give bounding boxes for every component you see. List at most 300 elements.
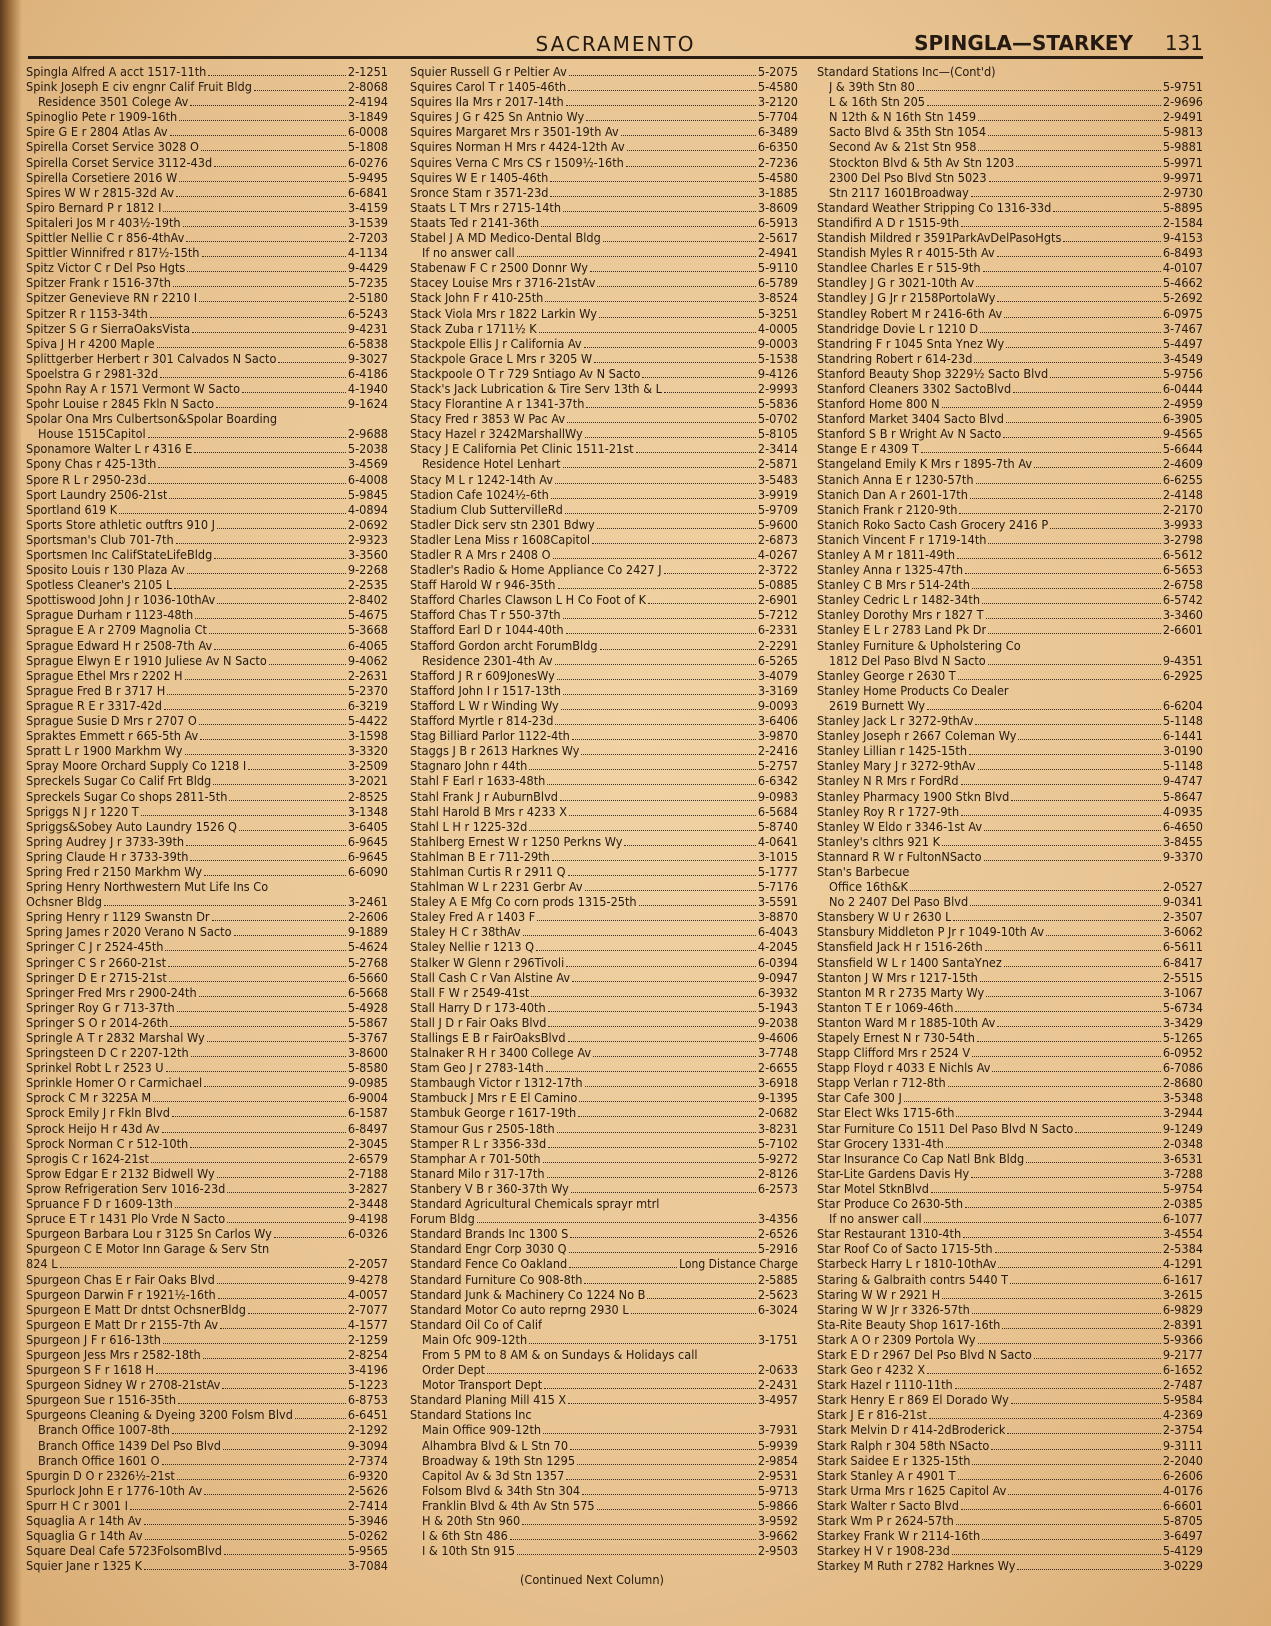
listing-entry bbox=[817, 1392, 1203, 1407]
leader-dots bbox=[1046, 935, 1161, 936]
listing-name: Folsom Blvd & 34th Stn 304 bbox=[422, 1482, 581, 1498]
listing-entry bbox=[410, 1060, 798, 1075]
listing-phone: 6-1587 bbox=[347, 1105, 388, 1121]
listing-name: Stahlman Curtis R r 2911 Q bbox=[410, 863, 566, 879]
listing-name: Stanich Roko Sacto Cash Grocery 2416 P bbox=[817, 516, 1049, 532]
listing-phone: 3-3320 bbox=[347, 743, 388, 759]
leader-dots bbox=[577, 1464, 756, 1465]
listing-phone: 9-9971 bbox=[1162, 169, 1203, 185]
listing-phone: 3-4196 bbox=[347, 1362, 388, 1378]
listing-name: Spruance F D r 1609-13th bbox=[26, 1196, 173, 1212]
leader-dots bbox=[545, 301, 756, 302]
leader-dots bbox=[563, 467, 756, 468]
leader-dots bbox=[517, 1554, 756, 1555]
leader-dots bbox=[1006, 347, 1161, 348]
leader-dots bbox=[586, 407, 755, 408]
listing-entry bbox=[26, 94, 388, 109]
listing-phone: 2-6655 bbox=[757, 1060, 798, 1076]
listing-entry bbox=[410, 773, 798, 788]
leader-dots bbox=[982, 603, 1161, 604]
listing-name: Star Motel StknBlvd bbox=[817, 1180, 929, 1196]
listing-name: Spirella Corsetiere 2016 W bbox=[26, 169, 178, 185]
listing-entry bbox=[26, 894, 388, 909]
listing-phone: 5-2916 bbox=[757, 1241, 798, 1257]
leader-dots bbox=[976, 483, 1161, 484]
leader-dots bbox=[582, 1494, 756, 1495]
listing-phone: 5-0262 bbox=[347, 1528, 388, 1544]
leader-dots bbox=[986, 618, 1161, 619]
listing-name: Spinoglio Pete r 1909-16th bbox=[26, 109, 178, 125]
listing-name: Stark Henry E r 869 El Dorado Wy bbox=[817, 1392, 1009, 1408]
leader-dots bbox=[970, 905, 1161, 906]
listing-name: Stanley Pharmacy 1900 Stkn Blvd bbox=[817, 788, 1010, 804]
listing-phone: 6-2606 bbox=[1162, 1467, 1203, 1483]
listing-entry bbox=[817, 1498, 1203, 1513]
listing-phone: 9-2177 bbox=[1162, 1346, 1203, 1362]
listing-phone: 5-9971 bbox=[1162, 154, 1203, 170]
listing-name: Stark Stanley A r 4901 T bbox=[817, 1467, 956, 1483]
listing-phone: 5-1148 bbox=[1162, 713, 1203, 729]
listing-entry bbox=[410, 1030, 798, 1045]
leader-dots bbox=[242, 392, 346, 393]
listing-phone: 4-1577 bbox=[347, 1316, 388, 1332]
leader-dots bbox=[593, 1056, 756, 1057]
listing-phone: 9-2038 bbox=[757, 1014, 798, 1030]
listing-entry bbox=[817, 109, 1203, 124]
listing-phone: 6-5742 bbox=[1162, 592, 1203, 608]
listing-phone: 5-1223 bbox=[347, 1377, 388, 1393]
listing-name: Stafford Chas T r 550-37th bbox=[410, 607, 561, 623]
leader-dots bbox=[1007, 1433, 1160, 1434]
listing-name: Starkey H V r 1908-23d bbox=[817, 1543, 950, 1559]
listing-phone: 5-6644 bbox=[1162, 441, 1203, 457]
leader-dots bbox=[487, 1373, 756, 1374]
listing-entry bbox=[817, 638, 1203, 653]
listing-phone: 9-4606 bbox=[757, 1030, 798, 1045]
leader-dots bbox=[1011, 1403, 1161, 1404]
listing-phone: 6-9645 bbox=[347, 848, 388, 864]
listing-name: Stanley Jack L r 3272-9thAv bbox=[817, 713, 974, 729]
leader-dots bbox=[224, 1554, 346, 1555]
leader-dots bbox=[956, 1116, 1160, 1117]
listing-entry bbox=[410, 970, 798, 985]
listing-phone: 6-4043 bbox=[757, 924, 798, 940]
leader-dots bbox=[223, 1449, 346, 1450]
listing-entry bbox=[26, 1136, 388, 1151]
book-spine-shadow bbox=[0, 0, 22, 1626]
listing-phone: 9-4126 bbox=[757, 365, 798, 381]
listing-entry bbox=[817, 170, 1203, 185]
listing-entry bbox=[817, 1317, 1203, 1332]
listing-name: Spreckels Sugar Co shops 2811-5th bbox=[26, 788, 228, 804]
listing-name: Stallings E B r FairOaksBlvd bbox=[410, 1030, 566, 1045]
listing-entry bbox=[410, 321, 798, 336]
listing-name: Springer S O r 2014-26th bbox=[26, 1014, 169, 1030]
listing-entry bbox=[26, 924, 388, 939]
listing-phone: 2-5384 bbox=[1162, 1241, 1203, 1257]
listing-entry bbox=[410, 849, 798, 864]
listing-phone: 2-7487 bbox=[1162, 1377, 1203, 1393]
listing-entry bbox=[410, 366, 798, 381]
listing-phone: 2-3754 bbox=[1162, 1422, 1203, 1438]
listing-entry bbox=[26, 1000, 388, 1015]
listing-name: Springer Roy G r 713-37th bbox=[26, 999, 175, 1015]
leader-dots bbox=[550, 181, 756, 182]
listing-entry bbox=[817, 155, 1203, 170]
listing-name: Branch Office 1601 O bbox=[38, 1452, 160, 1468]
leader-dots bbox=[186, 845, 346, 846]
listing-name: Star Produce Co 2630-5th bbox=[817, 1196, 964, 1212]
leader-dots bbox=[998, 1267, 1160, 1268]
listing-entry bbox=[26, 758, 388, 773]
listing-name: Motor Transport Dept bbox=[422, 1377, 543, 1393]
page-header bbox=[28, 30, 1203, 59]
continued-note: (Continued Next Column) bbox=[520, 1572, 664, 1587]
leader-dots bbox=[1013, 392, 1161, 393]
listing-phone: 3-4159 bbox=[347, 199, 388, 215]
listing-entry bbox=[26, 336, 388, 351]
listing-phone: 6-5913 bbox=[757, 214, 798, 230]
leader-dots bbox=[1010, 1283, 1161, 1284]
listing-name: Squier Jane r 1325 K bbox=[26, 1558, 143, 1574]
listing-name: H & 20th Stn 960 bbox=[422, 1513, 521, 1528]
listing-entry bbox=[817, 668, 1203, 683]
leader-dots bbox=[603, 241, 756, 242]
listing-name: Squires W E r 1405-46th bbox=[410, 169, 549, 185]
listing-entry bbox=[817, 789, 1203, 804]
listing-entry bbox=[410, 336, 798, 351]
listing-name: Stadler Dick serv stn 2301 Bdwy bbox=[410, 516, 595, 532]
listing-name: Stall Harry D r 173-40th bbox=[410, 999, 546, 1015]
leader-dots bbox=[989, 181, 1161, 182]
leader-dots bbox=[568, 875, 756, 876]
leader-dots bbox=[942, 407, 1161, 408]
listing-phone: 6-4008 bbox=[347, 471, 388, 487]
listing-name: Sportland 619 K bbox=[26, 501, 118, 517]
leader-dots bbox=[927, 1373, 1161, 1374]
listing-phone: 6-3905 bbox=[1162, 411, 1203, 427]
listing-name: Spring James r 2020 Verano N Sacto bbox=[26, 924, 232, 940]
listing-entry bbox=[817, 1528, 1203, 1543]
listing-phone: 6-0952 bbox=[1162, 1045, 1203, 1061]
leader-dots bbox=[175, 1207, 346, 1208]
leader-dots bbox=[179, 120, 346, 121]
leader-dots bbox=[566, 1479, 756, 1480]
listing-name: Staats Ted r 2141-36th bbox=[410, 214, 540, 230]
listing-entry bbox=[26, 1121, 388, 1136]
listing-name: Broadway & 19th Stn 1295 bbox=[422, 1452, 576, 1468]
listing-entry bbox=[410, 1483, 798, 1498]
listing-name: Squires Margaret Mrs r 3501-19th Av bbox=[410, 124, 619, 140]
listing-name: Spittler Nellie C r 856-4thAv bbox=[26, 230, 185, 246]
listing-phone: 2-0348 bbox=[1162, 1135, 1203, 1151]
listing-entry bbox=[817, 1105, 1203, 1120]
listing-entry bbox=[817, 1287, 1203, 1302]
listing-entry bbox=[817, 758, 1203, 773]
listing-entry bbox=[410, 517, 798, 532]
leader-dots bbox=[217, 1283, 346, 1284]
leader-dots bbox=[176, 543, 346, 544]
listing-entry bbox=[817, 321, 1203, 336]
listing-entry bbox=[817, 1347, 1203, 1362]
leader-dots bbox=[585, 437, 756, 438]
listing-entry bbox=[26, 1438, 388, 1453]
listing-phone: 6-8753 bbox=[347, 1392, 388, 1408]
listing-entry bbox=[26, 517, 388, 532]
listing-entry bbox=[26, 879, 388, 894]
leader-dots bbox=[590, 271, 756, 272]
listing-name: Stadler's Radio & Home Appliance Co 2427 J bbox=[410, 562, 662, 578]
listing-entry bbox=[817, 94, 1203, 109]
listing-entry bbox=[817, 1090, 1203, 1105]
listing-phone: 2-7414 bbox=[347, 1497, 388, 1513]
listing-entry bbox=[817, 622, 1203, 637]
listing-entry bbox=[817, 1362, 1203, 1377]
listing-phone: 5-1777 bbox=[757, 863, 798, 879]
listing-name: Spiro Bernard P r 1812 I bbox=[26, 199, 162, 215]
leader-dots bbox=[552, 860, 756, 861]
leader-dots bbox=[572, 981, 756, 982]
listing-name: Staring & Galbraith contrs 5440 T bbox=[817, 1271, 1009, 1287]
listing-name: Staats L T Mrs r 2715-14th bbox=[410, 199, 562, 215]
leader-dots bbox=[172, 1433, 346, 1434]
listing-phone: 9-4231 bbox=[347, 320, 388, 336]
listing-phone: 2-8391 bbox=[1162, 1316, 1203, 1332]
listing-phone: 6-8493 bbox=[1162, 245, 1203, 261]
listing-entry bbox=[410, 577, 798, 592]
listing-phone: 6-0008 bbox=[347, 124, 388, 140]
listing-entry bbox=[817, 1060, 1203, 1075]
listing-entry bbox=[817, 1453, 1203, 1468]
listing-entry bbox=[817, 306, 1203, 321]
listing-phone: 6-5653 bbox=[1162, 562, 1203, 578]
leader-dots bbox=[982, 1539, 1161, 1540]
leader-dots bbox=[1034, 467, 1161, 468]
listing-name: Sprague Durham r 1123-48th bbox=[26, 607, 194, 623]
leader-dots bbox=[647, 1298, 755, 1299]
listing-entry bbox=[817, 1468, 1203, 1483]
listing-name: Stamphar A r 701-50th bbox=[410, 1150, 541, 1166]
listing-phone: 6-5660 bbox=[347, 969, 388, 985]
listing-name: Spony Chas r 425-13th bbox=[26, 456, 157, 472]
listing-phone: 2-0633 bbox=[757, 1362, 798, 1378]
leader-dots bbox=[536, 950, 756, 951]
listing-entry bbox=[26, 1181, 388, 1196]
leader-dots bbox=[584, 1283, 755, 1284]
listing-phone: 6-0326 bbox=[347, 1226, 388, 1242]
leader-dots bbox=[631, 1313, 756, 1314]
listing-phone: 5-2075 bbox=[757, 64, 798, 79]
listing-entry bbox=[817, 245, 1203, 260]
listing-phone: 9-0983 bbox=[757, 788, 798, 804]
listing-name: Standard Brands Inc 1300 S bbox=[410, 1226, 569, 1242]
leader-dots bbox=[995, 1252, 1161, 1253]
leader-dots bbox=[958, 679, 1161, 680]
leader-dots bbox=[1006, 422, 1161, 423]
listing-entry bbox=[817, 64, 1203, 79]
listing-phone: 5-9110 bbox=[757, 260, 798, 276]
leader-dots bbox=[194, 452, 346, 453]
listing-name: Spriggs N J r 1220 T bbox=[26, 803, 139, 819]
listing-name: Stalnaker R H r 3400 College Av bbox=[410, 1045, 592, 1061]
listing-name: Stackpole Ellis J r California Av bbox=[410, 335, 582, 351]
listing-entry bbox=[817, 1332, 1203, 1347]
listing-phone: 3-2798 bbox=[1162, 531, 1203, 547]
listing-phone: 4-0935 bbox=[1162, 803, 1203, 819]
listing-entry bbox=[410, 713, 798, 728]
listing-entry bbox=[817, 970, 1203, 985]
listing-phone: 9-0093 bbox=[757, 697, 798, 713]
listing-phone: 3-8524 bbox=[757, 290, 798, 306]
listing-phone: 2-4959 bbox=[1162, 396, 1203, 412]
listing-name: Stanley Lillian r 1425-15th bbox=[817, 743, 968, 759]
listing-name: Stacy Florantine A r 1341-37th bbox=[410, 396, 585, 412]
listing-entry bbox=[26, 290, 388, 305]
leader-dots bbox=[216, 407, 346, 408]
listing-entry bbox=[26, 970, 388, 985]
listing-phone: 4-1940 bbox=[347, 380, 388, 396]
listing-entry bbox=[410, 185, 798, 200]
listing-entry bbox=[26, 804, 388, 819]
leader-dots bbox=[130, 1509, 346, 1510]
leader-dots bbox=[942, 845, 1161, 846]
leader-dots bbox=[565, 513, 756, 514]
leader-dots bbox=[961, 784, 1161, 785]
leader-dots bbox=[983, 271, 1161, 272]
listing-phone: 2-9854 bbox=[757, 1452, 798, 1468]
listing-name: Spriggs&Sobey Auto Laundry 1526 Q bbox=[26, 818, 237, 834]
listing-phone: 2-2170 bbox=[1162, 501, 1203, 517]
leader-dots bbox=[163, 211, 345, 212]
listing-phone: 6-8417 bbox=[1162, 954, 1203, 970]
listing-entry bbox=[410, 1332, 798, 1347]
listing-entry bbox=[410, 607, 798, 622]
listing-entry bbox=[817, 1045, 1203, 1060]
listing-name: Spring Audrey J r 3733-39th bbox=[26, 833, 185, 849]
leader-dots bbox=[179, 181, 346, 182]
listing-phone: 5-9366 bbox=[1162, 1331, 1203, 1347]
listing-phone: 3-0190 bbox=[1162, 743, 1203, 759]
listing-phone: 3-4554 bbox=[1162, 1226, 1203, 1242]
leader-dots bbox=[192, 332, 346, 333]
listing-phone: 2-4941 bbox=[757, 245, 798, 261]
listing-phone: 6-5668 bbox=[347, 984, 388, 1000]
leader-dots bbox=[169, 981, 346, 982]
listing-entry bbox=[26, 1030, 388, 1045]
listing-name: Spingla Alfred A acct 1517-11th bbox=[26, 64, 207, 79]
listing-name: Sprock Norman C r 512-10th bbox=[26, 1135, 189, 1151]
listing-entry bbox=[26, 1483, 388, 1498]
listing-phone: 6-3219 bbox=[347, 697, 388, 713]
leader-dots bbox=[295, 1418, 346, 1419]
listing-entry bbox=[817, 1558, 1203, 1573]
listing-entry bbox=[817, 472, 1203, 487]
listing-name: 824 L bbox=[26, 1256, 58, 1272]
listing-phone: 2-7203 bbox=[347, 230, 388, 246]
listing-entry bbox=[817, 1256, 1203, 1271]
listing-name: Squires Carol T r 1405-46th bbox=[410, 79, 567, 95]
leader-dots bbox=[214, 649, 346, 650]
listing-entry bbox=[817, 290, 1203, 305]
listing-name: Stambaugh Victor r 1312-17th bbox=[410, 1075, 583, 1091]
listing-phone: 5-7212 bbox=[757, 607, 798, 623]
leader-dots bbox=[186, 241, 346, 242]
leader-dots bbox=[1026, 1162, 1161, 1163]
listing-phone: 6-8497 bbox=[347, 1120, 388, 1136]
listing-entry bbox=[26, 532, 388, 547]
listing-phone: 5-5867 bbox=[347, 1014, 388, 1030]
listing-phone: 6-5838 bbox=[347, 335, 388, 351]
listing-name: Sports Store athletic outftrs 910 J bbox=[26, 516, 215, 532]
listing-phone: 6-5243 bbox=[347, 305, 388, 321]
listing-name: Spurgeon Darwin F r 1921½-16th bbox=[26, 1286, 216, 1302]
leader-dots bbox=[946, 1147, 1161, 1148]
listing-name: Stafford John I r 1517-13th bbox=[410, 682, 561, 698]
directory-column-1 bbox=[26, 64, 388, 1573]
listing-entry bbox=[410, 547, 798, 562]
listing-name: Springsteen D C r 2207-12th bbox=[26, 1045, 189, 1061]
listing-phone: 6-5684 bbox=[757, 803, 798, 819]
listing-name: Stanford Cleaners 3302 SactoBlvd bbox=[817, 380, 1012, 396]
listing-name: Stam Geo J r 2783-14th bbox=[410, 1060, 544, 1076]
listing-name: Spray Moore Orchard Supply Co 1218 I bbox=[26, 758, 247, 774]
listing-entry bbox=[26, 185, 388, 200]
listing-phone: 3-8870 bbox=[757, 909, 798, 925]
leader-dots bbox=[561, 709, 756, 710]
listing-phone: 3-9662 bbox=[757, 1528, 798, 1544]
listing-phone: 6-4650 bbox=[1162, 818, 1203, 834]
listing-entry bbox=[817, 79, 1203, 94]
listing-name: Stacy Hazel r 3242MarshallWy bbox=[410, 426, 583, 442]
listing-name: Stanford Market 3404 Sacto Blvd bbox=[817, 411, 1004, 427]
listing-phone: 3-1598 bbox=[347, 728, 388, 744]
listing-name: Standlee Charles E r 515-9th bbox=[817, 260, 981, 276]
listing-phone: 3-5591 bbox=[757, 894, 798, 910]
listing-entry bbox=[817, 532, 1203, 547]
listing-name: Stadion Cafe 1024½-6th bbox=[410, 486, 549, 502]
listing-entry bbox=[26, 381, 388, 396]
listing-phone: 6-9320 bbox=[347, 1467, 388, 1483]
leader-dots bbox=[972, 1056, 1161, 1057]
leader-dots bbox=[972, 1313, 1161, 1314]
listing-phone: 3-8231 bbox=[757, 1120, 798, 1136]
listing-entry bbox=[410, 215, 798, 230]
leader-dots bbox=[563, 618, 756, 619]
listing-entry bbox=[26, 1453, 388, 1468]
listing-phone: 3-4957 bbox=[757, 1392, 798, 1408]
leader-dots bbox=[1016, 166, 1161, 167]
listing-entry bbox=[410, 487, 798, 502]
listing-name: If no answer call bbox=[422, 245, 515, 261]
listing-phone: 3-3460 bbox=[1162, 607, 1203, 623]
listing-entry bbox=[817, 275, 1203, 290]
leader-dots bbox=[636, 452, 756, 453]
listing-phone: 2-0385 bbox=[1162, 1196, 1203, 1212]
listing-entry bbox=[817, 396, 1203, 411]
leader-dots bbox=[278, 362, 346, 363]
listing-entry bbox=[410, 64, 798, 79]
listing-phone: 5-5836 bbox=[757, 396, 798, 412]
listing-phone: 2-5617 bbox=[757, 230, 798, 246]
listing-entry bbox=[26, 351, 388, 366]
listing-phone: 3-4356 bbox=[757, 1211, 798, 1227]
listing-name: Stambuk George r 1617-19th bbox=[410, 1105, 577, 1121]
leader-dots bbox=[978, 1343, 1161, 1344]
listing-phone: 2-6873 bbox=[757, 531, 798, 547]
leader-dots bbox=[921, 452, 1161, 453]
listing-entry bbox=[817, 713, 1203, 728]
listing-entry bbox=[410, 124, 798, 139]
